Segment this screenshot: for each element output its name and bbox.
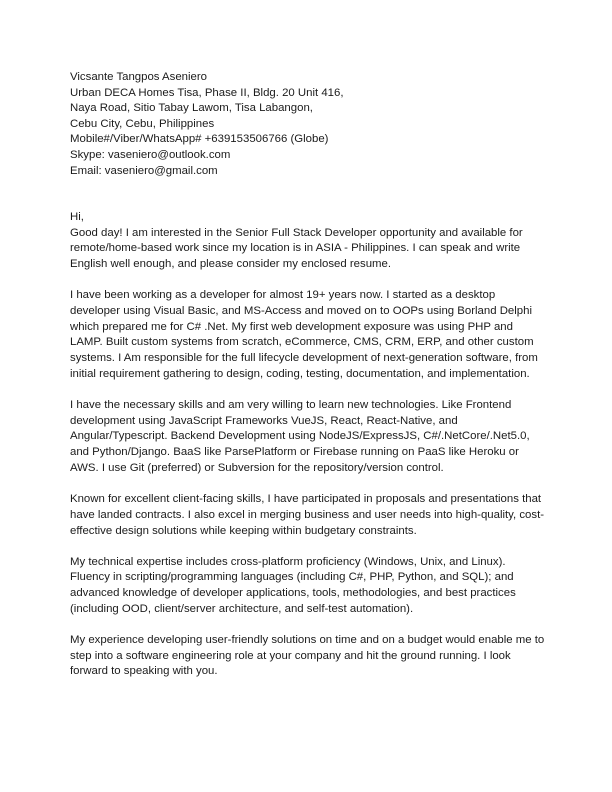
paragraph-experience: I have been working as a developer for almost 19+ years now. I started as a desktop developer using Visual Basic, and MS-Access and moved on to OOPs using Borland Delphi which prepared me for C# .Net. My first web development exposure was using PHP and LAMP. Built custom systems from scratch, eCommerce, CMS, CRM, ERP, and other custom systems. I Am responsible for the full lifecycle development of next-generation software, from initial requirement gathering to design, coding, testing, documentation, and implementation. — [70, 289, 538, 380]
paragraph-skills: I have the necessary skills and am very willing to learn new technologies. Like Frontend development using JavaScript Frameworks VueJS, React, React-Native, and Angular/Typescript. Backend Development using NodeJS/ExpressJS, C#/.NetCore/.Net5.0, and Python/Django. BaaS like ParsePlatform or Firebase running on PaaS like Heroku or AWS. I use Git (preferred) or Subversion for the repository/version control. — [70, 399, 530, 474]
contact-line-address-3: Cebu City, Cebu, Philippines — [70, 117, 215, 130]
contact-line-skype: Skype: vaseniero@outlook.com — [70, 148, 231, 161]
paragraph-client-facing: Known for excellent client-facing skills, I have participated in proposals and presentations that have landed contracts. I also excel in merging business and user needs into high-quality, cost-effective design solutions while keeping within budgetary constraints. — [70, 493, 545, 537]
paragraph-technical-expertise: My technical expertise includes cross-platform proficiency (Windows, Unix, and Linux). Fluency in scripting/programming languages (including C#, PHP, Python, and SQL); and advanced knowledge of developer applications, tools, methodologies, and best practices (including OOD, client/server architecture, and self-test automation). — [70, 555, 516, 615]
contact-line-name: Vicsante Tangpos Aseniero — [70, 71, 207, 83]
letter-body — [70, 70, 548, 692]
contact-line-address-2: Naya Road, Sitio Tabay Lawom, Tisa Labangon, — [70, 102, 313, 115]
paragraph-closing: My experience developing user-friendly solutions on time and on a budget would enable me to step into a software engineering role at your company and hit the ground running. I look forward to speaking with you. — [70, 634, 545, 678]
salutation: Hi, — [70, 211, 84, 224]
contact-line-address-1: Urban DECA Homes Tisa, Phase II, Bldg. 20 Unit 416, — [70, 86, 344, 99]
paragraph-intro: Good day! I am interested in the Senior Full Stack Developer opportunity and available for remote/home-based work since my location is in ASIA - Philippines. I can speak and write English well enough, and please consider my enclosed resume. — [70, 226, 523, 271]
contact-line-email: Email: vaseniero@gmail.com — [70, 164, 218, 177]
contact-line-phone: Mobile#/Viber/WhatsApp# +639153506766 (Globe) — [70, 133, 329, 146]
contact-block — [70, 70, 548, 179]
